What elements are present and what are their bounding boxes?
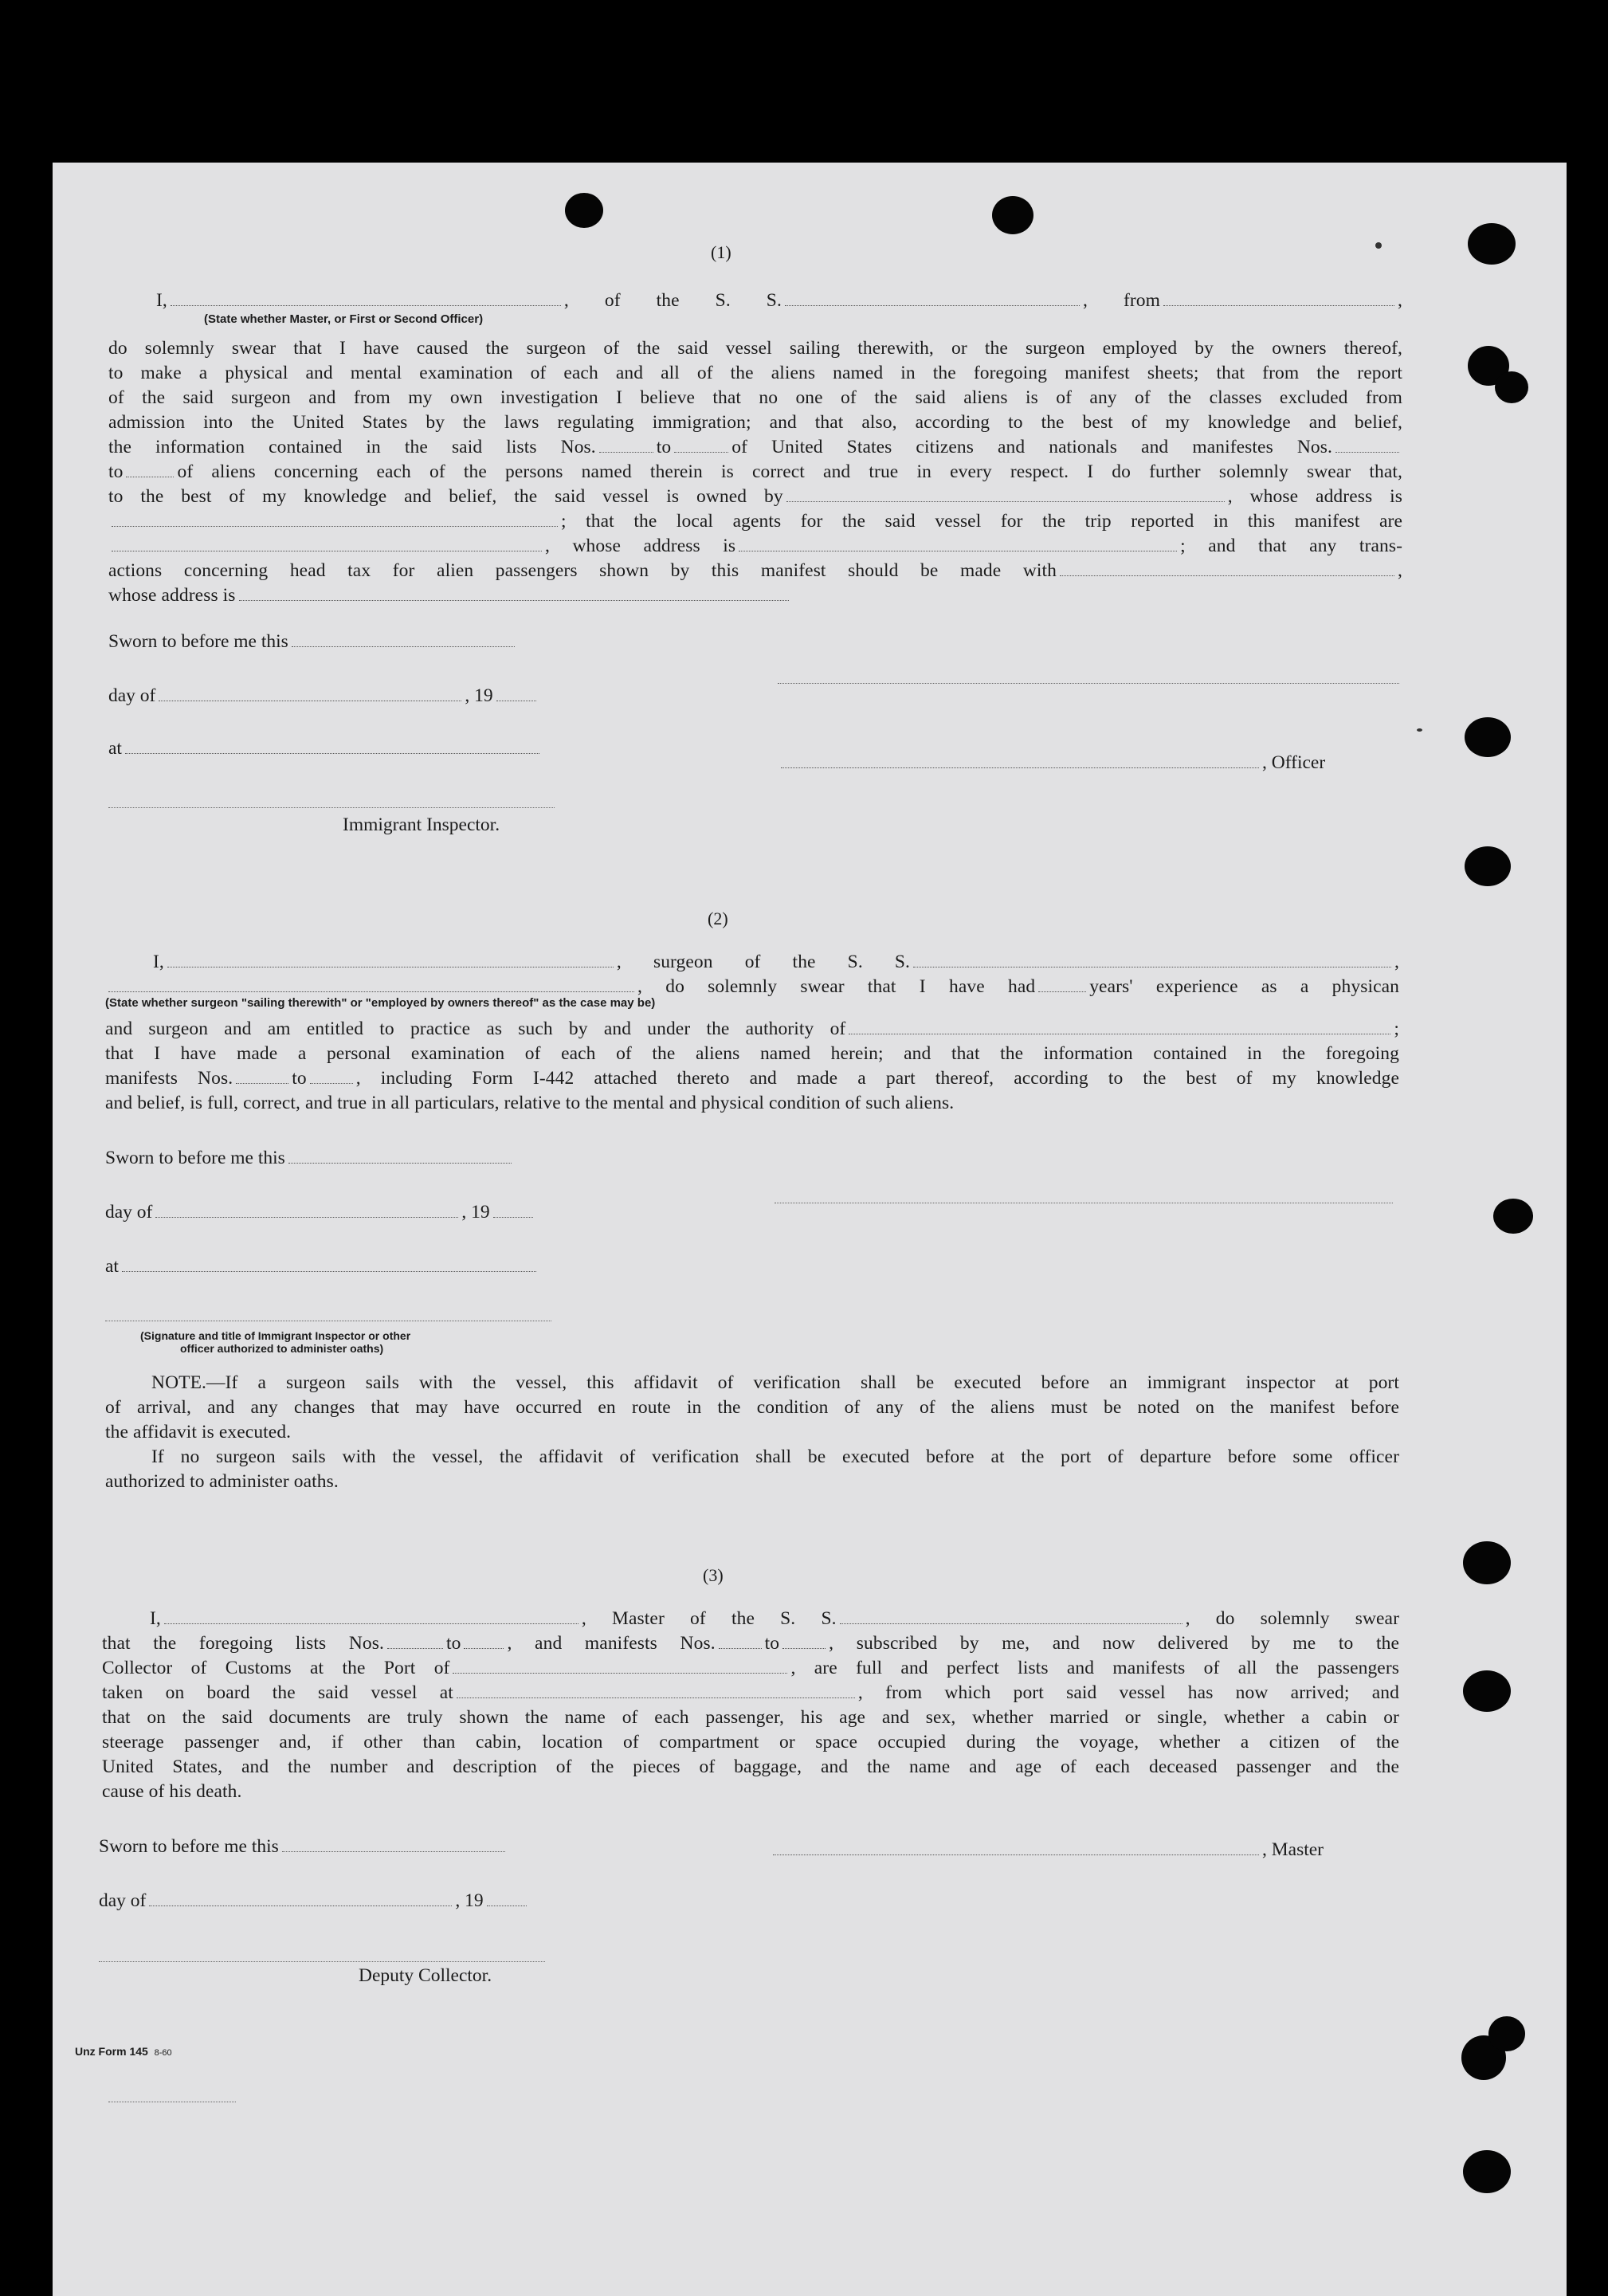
section1-body: do solemnly swear that I have caused the surgeon of the said vessel sailing therewith, or the surgeon employed by the owners thereof, to make a physical and mental examination of each and all of the aliens named in the foregoing manifest sheets; that from the report of the said surgeon and from my own investigation I believe that no one of the said aliens is of any of the classes excluded from admission into the United States by the laws regulating immigration; and that also, according to the best of my knowledge and belief, the information contained in the said lists Nos. to of United States citizens and nationals and manifestes Nos. to of aliens concerning each of the persons named therein is correct and true in every respect. I do further solemnly swear that, to the best of my knowledge and belief, the said vessel is owned by , whose address is ; that the local agents for the said vessel for the trip reported in this manifest are , whose address is ; and that any trans- actions concerning head tax for alien passengers shown by this manifest should be made with , whose address is <box>108 338 1403 606</box>
at-label: at <box>105 1256 539 1278</box>
day-of-label: day of , 19 <box>108 685 539 707</box>
section-number: (3) <box>703 1565 724 1585</box>
punch-hole <box>1463 1670 1511 1712</box>
immigrant-inspector-label: Immigrant Inspector. <box>343 814 500 835</box>
form-number: Unz Form 145 8-60 <box>75 2045 172 2058</box>
punch-hole <box>1463 1541 1511 1584</box>
sworn-label: Sworn to before me this <box>105 1148 515 1169</box>
officer-note: (State whether Master, or First or Second Officer) <box>204 312 484 326</box>
day-of-label: day of , 19 <box>99 1890 530 1912</box>
signature-note: officer authorized to administer oaths) <box>180 1342 384 1355</box>
surgeon-note: (State whether surgeon "sailing therewith" or "employed by owners thereof" as the case may be) <box>105 996 656 1010</box>
punch-hole <box>565 193 603 228</box>
section2-body-cont: and surgeon and am entitled to practice as such by and under the authority of ; that I have made a personal examination of each of the aliens named herein; and that the information contained in the foregoing manifests Nos. to , including Form I-442 attached thereto and made a part thereof, according to the best of my knowledge and belief, is full, correct, and true in all particulars, relative to the mental and physical condition of such aliens. <box>105 1018 1399 1113</box>
sworn-label: Sworn to before me this <box>99 1836 508 1858</box>
punch-hole <box>1463 2150 1511 2193</box>
at-label: at <box>108 738 543 759</box>
section-number: (2) <box>708 909 728 928</box>
day-of-label: day of , 19 <box>105 1202 536 1223</box>
manifest-verification-page <box>53 163 1567 2296</box>
punch-hole <box>1488 2016 1525 2051</box>
section3-body: I, , Master of the S. S. , do solemnly swear that the foregoing lists Nos. to , and manifests Nos. to , subscribed by me, and now delivered by me to the Collector of Customs at the Port of , are full and perfect lists and manifests of all the passengers taken on board the said vessel at , from which port said vessel has now arrived; and that on the said documents are truly shown the name of each passenger, his age and sex, whether married or single, whether a cabin or steerage passenger and, if other than cabin, location of compartment or space occupied during the voyage, whether a citizen of the United States, and the number and description of the pieces of baggage, and the name and age of each deceased passenger and the cause of his death. <box>102 1608 1399 1802</box>
sworn-label: Sworn to before me this <box>108 631 518 653</box>
section2-body: I, , surgeon of the S. S. , , do solemnly swear that I have had years' experience as a physican <box>105 950 1399 999</box>
punch-hole <box>992 196 1033 234</box>
section-number: (1) <box>711 242 731 262</box>
punch-hole <box>1465 846 1511 886</box>
punch-hole <box>1465 717 1511 757</box>
signature-note: (Signature and title of Immigrant Inspector or other <box>140 1329 411 1342</box>
master-signature: , Master <box>770 1839 1324 1861</box>
section1-oath: I, , of the S. S. , from , <box>156 290 1403 311</box>
punch-hole <box>1493 1199 1533 1234</box>
punch-hole <box>1468 223 1516 265</box>
note-paragraph: NOTE.—If a surgeon sails with the vessel, this affidavit of verification shall be executed before an immigrant inspector at port of arrival, and any changes that may have occurred en route in the condition of any of the aliens must be noted on the manifest before the affidavit is executed. If no surgeon sails with the vessel, the affidavit of verification shall be executed before at the port of departure before some officer authorized to administer oaths. <box>105 1372 1399 1492</box>
officer-signature: , Officer <box>778 752 1325 774</box>
punch-hole <box>1495 371 1528 403</box>
deputy-collector-label: Deputy Collector. <box>359 1965 492 1986</box>
